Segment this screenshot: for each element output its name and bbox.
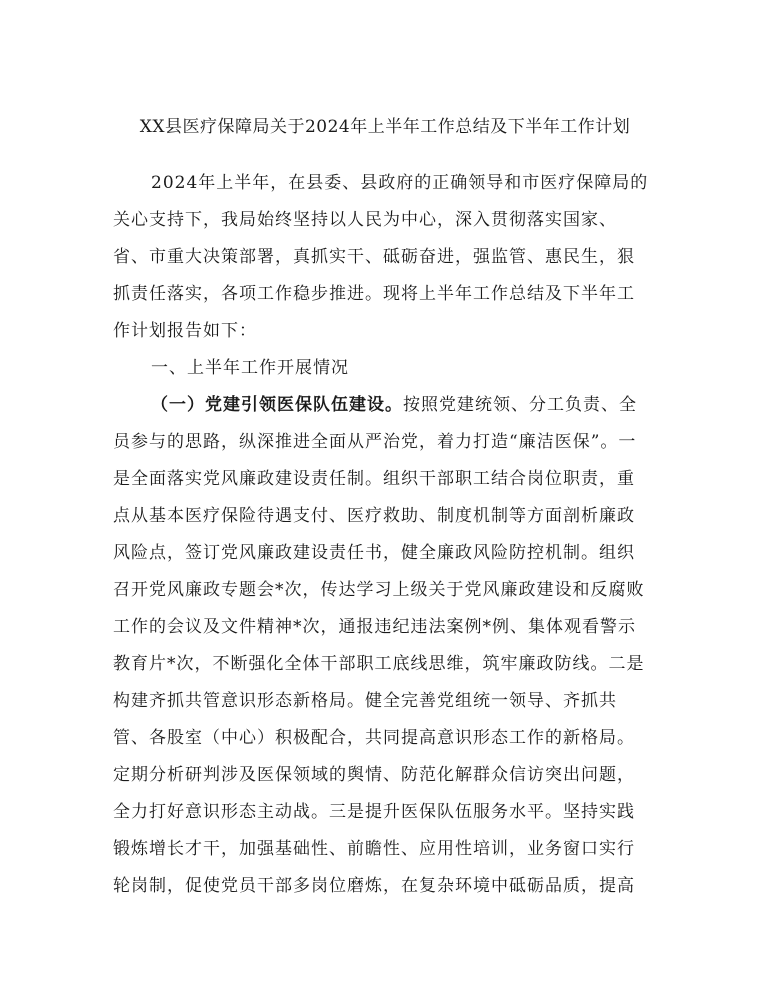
body-line-1: 员参与的思路，纵深推进全面从严治党，着力打造“廉洁医保”。一 — [113, 432, 637, 452]
body-line-5: 召开党风廉政专题会*次，传达学习上级关于党风廉政建设和反腐败 — [113, 580, 645, 600]
body-line-10: 定期分析研判涉及医保领域的舆情、防范化解群众信访突出问题， — [113, 765, 635, 785]
intro-line-2: 关心支持下，我局始终坚持以人民为中心，深入贯彻落实国家、 — [113, 210, 617, 230]
subsection-heading: （一）党建引领医保队伍建设。 — [151, 395, 403, 415]
body-line-8: 构建齐抓共管意识形态新格局。健全完善党组统一领导、齐抓共 — [113, 691, 617, 711]
section-heading: 一、上半年工作开展情况 — [151, 358, 349, 378]
document-title: XX县医疗保障局关于2024年上半年工作总结及下半年工作计划 — [139, 117, 631, 137]
intro-line-5: 作计划报告如下： — [113, 321, 257, 341]
body-line-13: 轮岗制，促使党员干部多岗位磨炼，在复杂环境中砥砺品质，提高 — [113, 876, 635, 896]
body-line-2: 是全面落实党风廉政建设责任制。组织干部职工结合岗位职责，重 — [113, 469, 635, 489]
intro-line-4: 抓责任落实，各项工作稳步推进。现将上半年工作总结及下半年工 — [113, 284, 635, 304]
subsection-first-line — [151, 392, 637, 418]
body-line-3: 点从基本医疗保险待遇支付、医疗救助、制度机制等方面剖析廉政 — [113, 506, 635, 526]
subsection-first-line-text: 按照党建统领、分工负责、全 — [403, 395, 637, 415]
body-line-4: 风险点，签订党风廉政建设责任书，健全廉政风险防控机制。组织 — [113, 543, 635, 563]
body-line-7: 教育片*次，不断强化全体干部职工底线思维，筑牢廉政防线。二是 — [113, 654, 645, 674]
body-line-6: 工作的会议及文件精神*次，通报违纪违法案例*例、集体观看警示 — [113, 617, 636, 637]
intro-line-1: 2024年上半年，在县委、县政府的正确领导和市医疗保障局的 — [151, 173, 649, 193]
body-line-12: 锻炼增长才干，加强基础性、前瞻性、应用性培训，业务窗口实行 — [113, 839, 635, 859]
body-line-9: 管、各股室（中心）积极配合，共同提高意识形态工作的新格局。 — [113, 728, 635, 748]
intro-line-3: 省、市重大决策部署，真抓实干、砥砺奋进，强监管、惠民生，狠 — [113, 247, 635, 267]
body-line-11: 全力打好意识形态主动战。三是提升医保队伍服务水平。坚持实践 — [113, 802, 635, 822]
